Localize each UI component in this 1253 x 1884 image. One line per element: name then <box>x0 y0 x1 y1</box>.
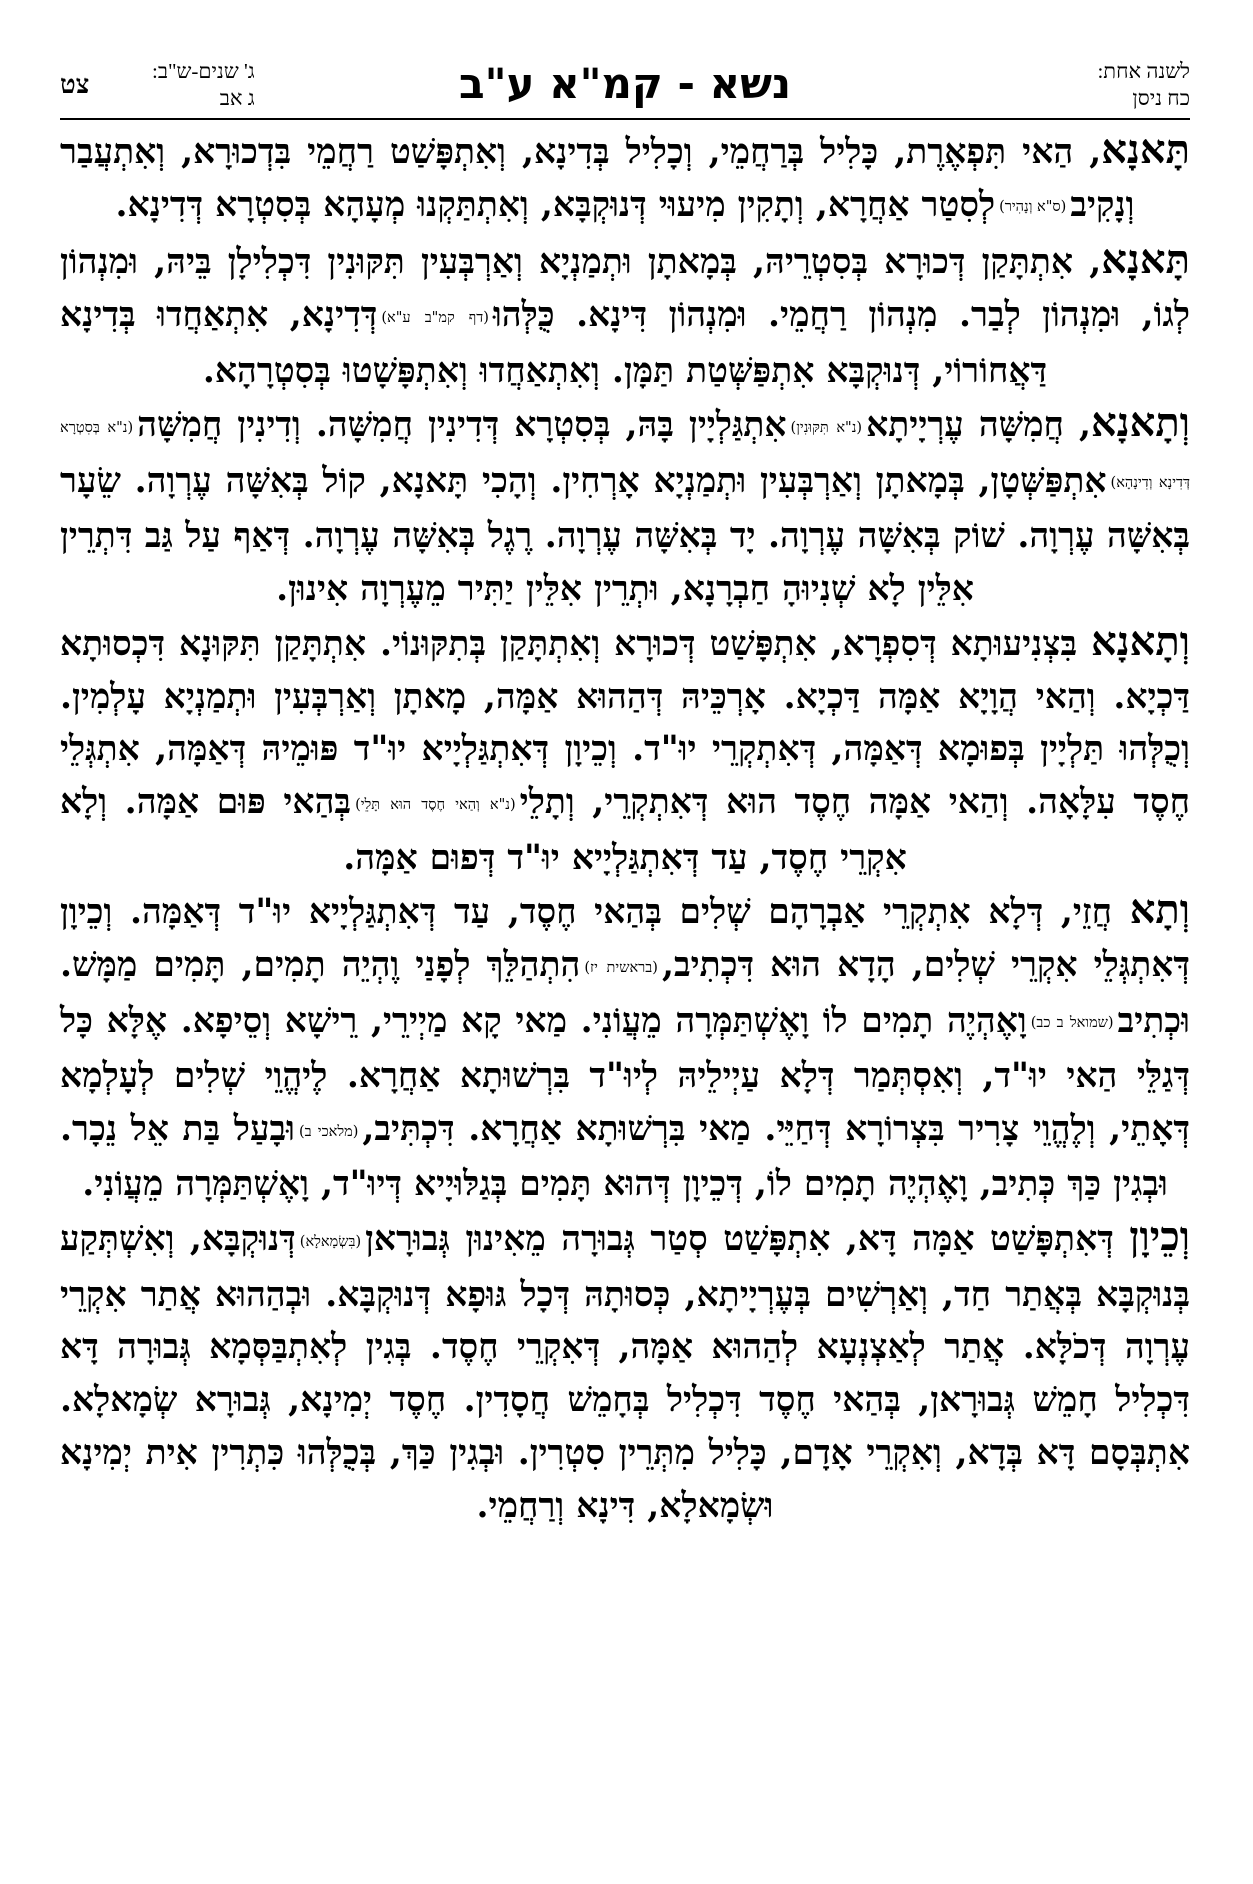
paragraph-opening-word: וְתָא <box>1129 886 1190 934</box>
text-segment: , חֲמִשָּׁה עֶרְיָיתָא <box>866 405 1091 446</box>
text-segment: וָאֶהְיֶה תָמִים לוֹ וָאֶשְׁתַּמְּרָה מֵעֲוֹנִי. מַאי קָא מַיְירֵי, רֵישָׁא וְסֵיפָא. אֶלָּא כָּל דְּגַלֵּי הַאי יוּ"ד, וְאִסְתְּמַר דְּלָא עַיְילֵיהּ לְיוּ"ד בִּרְשׁוּתָא אַחֲרָא. לֶיהֱוֵי שְׁלִים לְעָלְמָא דְּאָתֵי, וְלֶהֱוֵי צָרִיר בִּצְרוֹרָא דְּחַיֵּי. מַאי בִּרְשׁוּתָא אַחֲרָא. דִּכְתִּיב, <box>60 1000 1191 1149</box>
paragraph-opening-word: וְתָאנָא <box>1090 617 1190 665</box>
source-reference: (ס"א וְנָהִיר) <box>999 199 1067 216</box>
text-segment: דְּדִינָא, אִתְאַחֲדוּ בְּדִינָא דַּאֲחוֹרוֹי, דְּנוּקְבָּא אִתְפַּשְּׁטַת תַּמָּן. וְאִתְאַחֲדוּ וְאִתְפָּשָׁטוּ בְּסִטְרָהָא. <box>60 295 1048 391</box>
text-segment: בְּהַאי פּוּם אַמָּה. וְלָא אִקְרֵי חֶסֶד, עַד דְּאִתְגַּלְיָיא יוּ"ד דְּפוּם אַמָּה. <box>60 782 907 878</box>
header-one-year-date: כח ניסן <box>1132 86 1190 110</box>
source-reference: (בִּשְׂמָאלָא) <box>299 1233 362 1250</box>
text-segment: , הַאי תִּפְאֶרֶת, כָּלִיל בְּרַחֲמֵי, וְכָלִיל בְּדִינָא, וְאִתְפָּשַׁט רַחֲמֵי בִּדְכוּרָא, וְאִתְעֲבַר וְנָקִיב <box>60 132 1135 225</box>
paragraph-4 <box>60 884 1190 1211</box>
page-title: נשא - קמ"א ע"ב <box>458 59 791 108</box>
text-segment: הִתְהַלֵּךְ לְפָנַי וֶהְיֵה תָמִים, תָּמִים מַמָּשׁ. וּכְתִיב <box>60 945 1190 1041</box>
text-segment: דְּנוּקְבָּא, וְאִשְׁתְּקַע בְּנוּקְבָּא בְּאֲתַר חַד, וְאַרְשִׁים בְּעֶרְיָיתָא, כְּסוּתָהּ דְּכָל גּוּפָא דְּנוּקְבָּא. וּבְהַהוּא אֲתַר אִקְרֵי עֶרְוָה דְּכֹלָּא. אֲתַר לְאַצְנְעָא לְהַהוּא אַמָּה, דְּאִקְרֵי חֶסֶד. בְּגִין לְאִתְבַּסְּמָא גְּבוּרָה דָּא דִּכְלִיל חָמֵשׁ גְּבוּרָאן, בְּהַאי חֶסֶד דִּכְלִיל בְּחָמֵשׁ חֲסָדִין. חֶסֶד יְמִינָא, גְּבוּרָא שְׂמָאלָא. אִתְבְּסָם דָּא בְּדָא, וְאִקְרֵי אָדָם, כָּלִיל מִתְּרֵין סִטְרִין. וּבְגִין כַּךְ, בְּכֻלְּהוּ כִּתְרִין אִית יְמִינָא וּשְׂמָאלָא, דִּינָא וְרַחֲמֵי. <box>60 1219 1190 1526</box>
text-segment: אִתְגַּלְיָין בָּהּ, בְּסִטְרָא דְּדִינִין חֲמִשָּׁה. וְדִינִין חֲמִשָּׁה <box>137 405 787 446</box>
zohar-text-body <box>60 124 1190 1533</box>
source-reference: (נ"א בְּסִטְרָא דְּדִינָא וְדִינָהָא) <box>60 419 1190 492</box>
text-segment: אִתְפַּשְּׁטָן, בְּמָאתָן וְאַרְבְּעִין וּתְמַנְיָא אָרְחִין. וְהָכִי תָּאנָא, קוֹל בְּאִשָּׁה עֶרְוָה. שֵׂעָר בְּאִשָּׁה עֶרְוָה. שׁוֹק בְּאִשָּׁה עֶרְוָה. יָד בְּאִשָּׁה עֶרְוָה. רֶגֶל בְּאִשָּׁה עֶרְוָה. דְּאַף עַל גַּב דִּתְרֵין אִלֵּין לָא שְׁנִיוּהָ חַבְרָנָא, וּתְרֵין אִלֵּין יַתִּיר מֵעֶרְוָה אִינוּן. <box>60 460 1190 609</box>
source-reference: (שמואל ב כב) <box>1030 1015 1114 1032</box>
paragraph-0 <box>60 124 1190 234</box>
header-three-years-label: ג' שנים-ש"ב: <box>152 59 255 83</box>
paragraph-opening-word: תָּאנָא <box>1101 126 1190 173</box>
header-study-schedule-three-years <box>152 58 255 112</box>
paragraph-opening-word: וְכֵיוָן <box>1129 1213 1190 1261</box>
header-one-year-label: לשנה אחת: <box>1097 59 1190 83</box>
source-reference: (מלאכי ב) <box>298 1123 359 1140</box>
paragraph-3 <box>60 616 1190 885</box>
text-segment: לְסִטַר אַחֲרָא, וְתָקִין מִיעוּי דְּנוּקְבָּא, וְאִתְתַּקְנוּ מְעָהָא בְּסִטְרָא דְּדִינָא. <box>115 184 996 225</box>
header-three-years-date: ג אב <box>219 86 255 110</box>
text-segment: חֲזֵי, דְּלָא אִתְקְרֵי אַבְרָהָם שְׁלִים בְּהַאי חֶסֶד, עַד דְּאִתְגַּלְיָיא יוּ"ד דְּאַמָּה. וְכֵיוָן דְּאִתְגְּלֵי אִקְרֵי שְׁלִים, הָדָא הוּא דִּכְתִיב, <box>60 892 1190 986</box>
source-reference: (בראשית יז) <box>584 959 658 976</box>
paragraph-2 <box>60 397 1190 616</box>
text-segment: וּבָעַל בַּת אֵל נֵכָר. וּבְגִין כַּךְ כְּתִיב, וָאֶהְיֶה תָמִים לוֹ, דְּכֵיוָן דְּהוּא תָּמִים בְּגַלּוּיָיא דְּיוּ"ד, וָאֶשְׁתַּמְּרָה מֵעֲוֹנִי. <box>60 1108 1168 1205</box>
page-marker: צט <box>60 70 90 99</box>
paragraph-opening-word: תָּאנָא <box>1101 236 1190 284</box>
paragraph-opening-word: וְתָאנָא <box>1090 399 1190 447</box>
text-segment: , אִתְתָּקַן דְּכוּרָא בְּסִטְרֵיהּ, בְּמָאתָן וּתְמַנְיָא וְאַרְבְּעִין תִּקּוּנִין דִּכְלִילָן בֵּיהּ, וּמִנְהוֹן לְגוֹ, וּמִנְהוֹן לְבַר. מִנְהוֹן רַחֲמֵי. וּמִנְהוֹן דִּינָא. כֻּלְּהוּ <box>60 242 1190 336</box>
paragraph-5 <box>60 1211 1190 1532</box>
header-divider <box>60 118 1190 120</box>
source-reference: (נ"א תִּקּוּנִין) <box>790 419 863 436</box>
source-reference: (נ"א וְהַאי חֶסֶד הוּא תָּלֵי) <box>355 796 516 813</box>
text-segment: דְּאִתְפָּשַׁט אַמָּה דָּא, אִתְפָּשַׁט סְטַר גְּבוּרָה מֵאִינוּן גְּבוּרָאן <box>365 1219 1130 1260</box>
paragraph-1 <box>60 234 1190 397</box>
source-reference: (דף קמ"ב ע"א) <box>381 309 489 326</box>
text-segment: בִּצְנִיעוּתָא דְּסִפְרָא, אִתְפָּשַׁט דְּכוּרָא וְאִתְתָּקַן בְּתִקּוּנוֹי. אִתְתָּקַן תִּקּוּנָא דִּכְסוּתָא דַּכְיָא. וְהַאי הֲוָיָא אַמָּה דַּכְיָא. אָרְכֵּיהּ דְּהַהוּא אַמָּה, מָאתָן וְאַרְבְּעִין וּתְמַנְיָא עָלְמִין. וְכֻלְּהוּ תַּלְיָין בְּפוּמָא דְּאַמָּה, דְּאִתְקְרֵי יוּ"ד. וְכֵיוָן דְּאִתְגַּלְיָיא יוּ"ד פּוּמֵיהּ דְּאַמָּה, אִתְגְּלֵי חֶסֶד עִלָּאָה. וְהַאי אַמָּה חֶסֶד הוּא דְּאִתְקְרֵי, וְתָלֵי <box>60 623 1190 823</box>
